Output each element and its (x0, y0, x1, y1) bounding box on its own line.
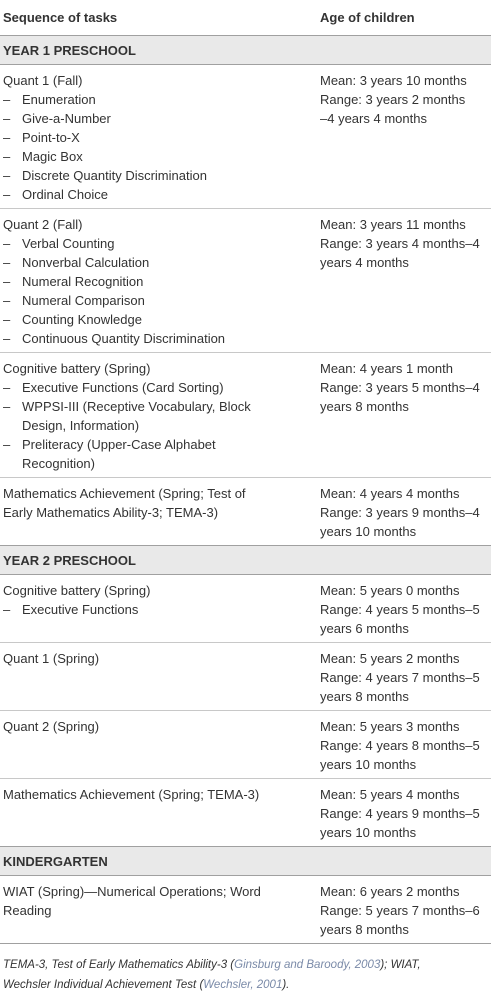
age-text: Range: 3 years 5 months–4 (320, 380, 480, 395)
age-text: Range: 4 years 8 months–5 (320, 738, 480, 753)
footnote-text: ); WIAT, (380, 959, 421, 971)
age-text: Mean: 5 years 4 months (320, 787, 460, 802)
list-dash: – (3, 236, 11, 251)
task-item-label: Design, Information) (22, 418, 140, 433)
task-item-label: Numeral Comparison (22, 293, 145, 308)
task-group-title: WIAT (Spring)—Numerical Operations; Word (3, 884, 261, 899)
task-item (3, 600, 318, 619)
age-text: Mean: 3 years 11 months (320, 217, 466, 232)
section-header-row (0, 546, 491, 575)
task-item-label: Point-to-X (22, 130, 80, 145)
task-group-title: Quant 1 (Spring) (3, 651, 100, 666)
list-dash: – (3, 168, 11, 183)
table-row (0, 478, 491, 546)
list-dash: – (3, 293, 11, 308)
age-text: Mean: 6 years 2 months (320, 884, 460, 899)
age-text: –4 years 4 months (320, 111, 427, 126)
header-age-of-children: Age of children (318, 0, 491, 36)
task-item (3, 329, 318, 348)
list-dash: – (3, 399, 11, 414)
task-item (3, 234, 318, 253)
footnote-citation-link[interactable]: Wechsler, 2001 (203, 979, 283, 991)
task-cell (0, 711, 318, 779)
task-item (3, 253, 318, 272)
task-item-label: Discrete Quantity Discrimination (22, 168, 207, 183)
task-item-label: Numeral Recognition (22, 274, 144, 289)
table-row (0, 65, 491, 209)
task-item (3, 272, 318, 291)
list-dash: – (3, 274, 11, 289)
section-header-row (0, 847, 491, 876)
task-item-label: Magic Box (22, 149, 83, 164)
table-row (0, 779, 491, 847)
task-item (3, 90, 318, 109)
task-item-label: Recognition) (22, 456, 95, 471)
list-dash: – (3, 602, 11, 617)
age-text: years 8 months (320, 922, 409, 937)
section-title: YEAR 1 PRESCHOOL (0, 36, 491, 65)
table-body (0, 36, 491, 944)
task-cell (0, 876, 318, 944)
list-dash: – (3, 149, 11, 164)
age-text: Range: 4 years 5 months–5 (320, 602, 480, 617)
age-text: Range: 4 years 9 months–5 (320, 806, 480, 821)
task-group-title: Mathematics Achievement (Spring; TEMA-3) (3, 787, 260, 802)
list-dash: – (3, 380, 11, 395)
table-row (0, 711, 491, 779)
header-sequence-of-tasks: Sequence of tasks (0, 0, 318, 36)
task-cell (0, 643, 318, 711)
task-item-label: Executive Functions (Card Sorting) (22, 380, 224, 395)
list-dash: – (3, 130, 11, 145)
age-text: years 10 months (320, 825, 417, 840)
age-text: years 10 months (320, 524, 417, 539)
age-text: years 6 months (320, 621, 409, 636)
table-row (0, 353, 491, 478)
task-item-label: Give-a-Number (22, 111, 111, 126)
task-item (3, 397, 318, 435)
age-cell (318, 353, 491, 478)
section-title: KINDERGARTEN (0, 847, 491, 876)
age-text: years 10 months (320, 757, 417, 772)
task-item (3, 435, 318, 473)
task-item-label: Ordinal Choice (22, 187, 108, 202)
task-item-label: Executive Functions (22, 602, 139, 617)
age-cell (318, 575, 491, 643)
age-text: Mean: 5 years 3 months (320, 719, 460, 734)
age-text: years 8 months (320, 399, 409, 414)
age-text: years 4 months (320, 255, 409, 270)
age-text: Mean: 5 years 2 months (320, 651, 460, 666)
task-item (3, 291, 318, 310)
task-item-label: Nonverbal Calculation (22, 255, 150, 270)
age-text: Mean: 3 years 10 months (320, 73, 467, 88)
task-item-label: Counting Knowledge (22, 312, 142, 327)
age-text: Range: 3 years 4 months–4 (320, 236, 480, 251)
task-item (3, 378, 318, 397)
table-footnote (0, 944, 491, 995)
task-item-label: Enumeration (22, 92, 96, 107)
footnote-text: ). (282, 979, 290, 991)
task-group-title: Quant 1 (Fall) (3, 73, 83, 88)
task-item-label: Continuous Quantity Discrimination (22, 331, 226, 346)
task-item (3, 109, 318, 128)
age-cell (318, 711, 491, 779)
age-text: Range: 3 years 2 months (320, 92, 466, 107)
task-group-title: Cognitive battery (Spring) (3, 361, 151, 376)
age-cell (318, 209, 491, 353)
age-text: Mean: 4 years 4 months (320, 486, 460, 501)
table-row (0, 643, 491, 711)
age-cell (318, 478, 491, 546)
age-cell (318, 876, 491, 944)
task-item-label: Verbal Counting (22, 236, 115, 251)
age-text: Range: 5 years 7 months–6 (320, 903, 480, 918)
age-text: Mean: 5 years 0 months (320, 583, 460, 598)
section-header-row (0, 36, 491, 65)
task-group-title: Reading (3, 903, 52, 918)
list-dash: – (3, 111, 11, 126)
task-cell (0, 478, 318, 546)
footnote-text: Wechsler Individual Achievement Test ( (3, 979, 204, 991)
list-dash: – (3, 331, 11, 346)
task-group-title: Mathematics Achievement (Spring; Test of (3, 486, 246, 501)
age-text: Range: 4 years 7 months–5 (320, 670, 480, 685)
age-cell (318, 779, 491, 847)
task-item-label: Preliteracy (Upper-Case Alphabet (22, 437, 216, 452)
table-row (0, 876, 491, 944)
list-dash: – (3, 312, 11, 327)
age-text: Mean: 4 years 1 month (320, 361, 453, 376)
task-cell (0, 779, 318, 847)
task-group-title: Quant 2 (Fall) (3, 217, 83, 232)
task-group-title: Cognitive battery (Spring) (3, 583, 151, 598)
age-text: years 8 months (320, 689, 409, 704)
task-cell (0, 353, 318, 478)
task-cell (0, 575, 318, 643)
task-item (3, 310, 318, 329)
task-group-title: Early Mathematics Ability-3; TEMA-3) (3, 505, 219, 520)
list-dash: – (3, 437, 11, 452)
table-row (0, 575, 491, 643)
age-text: Range: 3 years 9 months–4 (320, 505, 480, 520)
list-dash: – (3, 187, 11, 202)
task-item (3, 147, 318, 166)
table-header-row (0, 0, 491, 36)
age-cell (318, 65, 491, 209)
task-cell (0, 209, 318, 353)
task-item (3, 166, 318, 185)
task-item-label: WPPSI-III (Receptive Vocabulary, Block (22, 399, 251, 414)
footnote-text: TEMA-3, Test of Early Mathematics Ability-3 ( (3, 959, 235, 971)
task-item (3, 128, 318, 147)
footnote-citation-link[interactable]: Ginsburg and Baroody, 2003 (234, 959, 381, 971)
age-cell (318, 643, 491, 711)
list-dash: – (3, 255, 11, 270)
list-dash: – (3, 92, 11, 107)
task-item (3, 185, 318, 204)
task-cell (0, 65, 318, 209)
section-title: YEAR 2 PRESCHOOL (0, 546, 491, 575)
table-row (0, 209, 491, 353)
task-group-title: Quant 2 (Spring) (3, 719, 100, 734)
